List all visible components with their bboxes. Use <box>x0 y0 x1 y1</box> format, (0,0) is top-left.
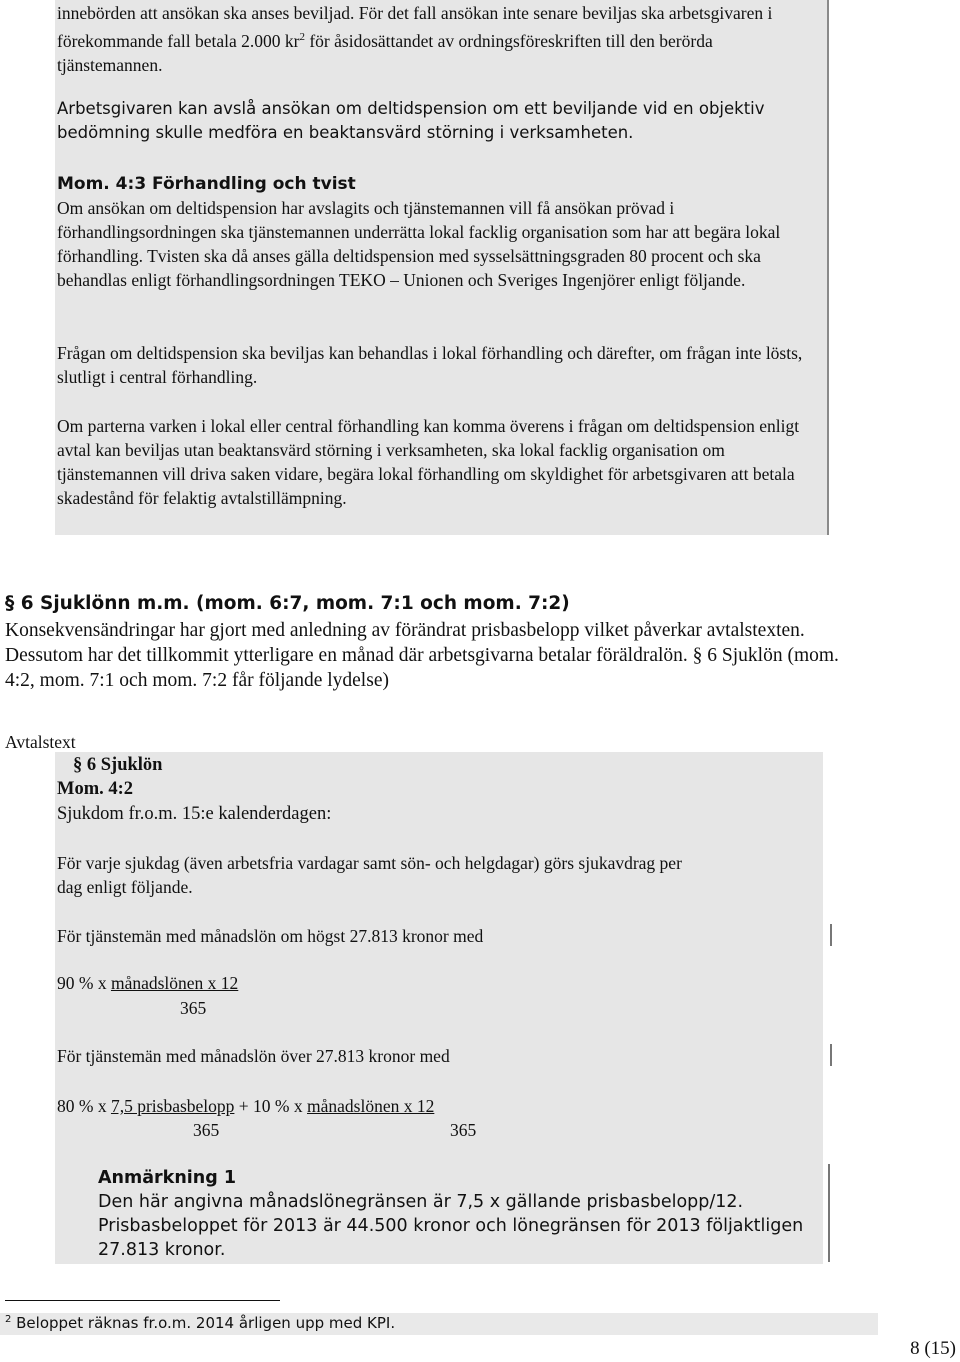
paragraph-reject <box>57 97 817 145</box>
paragraph-text: Om ansökan om deltidspension har avslagits och tjänstemannen vill få ansökan prövad i förhandlingsordningen ska tjänstemannen underrätta lokal facklig organisation som har att begära lokal förhandling. Tvisten ska då anses gälla deltidspension med sysselsättningsgraden 80 procent och ska behandlas enligt förhandlingsordningen TEKO – Unionen och Sveriges Ingenjörer enligt följande. <box>57 198 781 290</box>
paragraph-text: Frågan om deltidspension ska beviljas kan behandlas i lokal förhandling och därefter, om frågan inte lösts, slutligt i central förhandling. <box>57 343 803 387</box>
margin-bar <box>830 924 832 946</box>
paragraph-negotiation <box>57 341 817 389</box>
paragraph-text: Om parterna varken i lokal eller central förhandling kan komma överens i frågan om deltidspension enligt avtal kan beviljas utan beaktansvärd störning i verksamheten, ska lokal facklig organisation om tjänstemannen vill driva saken vidare, begära lokal förhandling om skyldighet för arbetsgivaren att betala skadestånd för felaktig avtalstillämpning. <box>57 416 800 508</box>
case-low-income: För tjänstemän med månadslön om högst 27.813 kronor med <box>57 926 484 946</box>
agreement-title: § 6 Sjuklön <box>73 755 163 775</box>
formula-2: 80 % x 7,5 prisbasbelopp + 10 % x månadslönen x 12 <box>57 1096 435 1116</box>
remark-line: Prisbasbeloppet för 2013 är 44.500 kronor och lönegränsen för 2013 följaktligen <box>98 1216 804 1236</box>
mom-4-3-section <box>57 172 817 292</box>
footnote-divider <box>5 1300 280 1301</box>
paragraph-text: för åsidosättandet av ordningsföreskriften till den berörda tjänstemannen. <box>57 30 713 75</box>
formula-numerator: månadslönen x 12 <box>307 1096 435 1116</box>
paragraph-approval <box>57 1 817 77</box>
margin-bar <box>828 1164 830 1262</box>
formula-denominator: 365 <box>180 998 207 1018</box>
footnote-text: Beloppet räknas fr.o.m. 2014 årligen upp med KPI. <box>11 1314 396 1332</box>
footnote-ref[interactable]: 2 <box>299 31 305 43</box>
remark-box <box>98 1166 803 1262</box>
paragraph-text: innebörden att ansökan ska anses beviljad. För det fall ansökan inte senare beviljas ska arbetsgivaren i förekommande fall betala 2.000 kr <box>57 3 773 51</box>
section-heading: § 6 Sjuklönn m.m. (mom. 6:7, mom. 7:1 och mom. 7:2) <box>5 593 570 614</box>
avtalstext-label: Avtalstext <box>5 732 76 752</box>
remark-title: Anmärkning 1 <box>98 1168 237 1188</box>
formula-denominator: 365 <box>193 1120 220 1140</box>
formula-denominator: 365 <box>450 1120 477 1140</box>
intro-line-1: För varje sjukdag (även arbetsfria vardagar samt sön- och helgdagar) görs sjukavdrag per <box>57 853 682 873</box>
footnote <box>5 1314 395 1332</box>
section-heading: Mom. 4:3 Förhandling och tvist <box>57 174 356 194</box>
section-paragraph: Konsekvensändringar har gjort med anledning av förändrat prisbasbelopp vilket påverkar avtalstexten. Dessutom har det tillkommit ytterligare en månad där arbetsgivarna betalar föräldralön. § 6 Sjuklön (mom. 4:2, mom. 7:1 och mom. 7:2 får följande lydelse) <box>5 620 839 691</box>
page-number: 8 (15) <box>910 1338 956 1359</box>
remark-line: Den här angivna månadslönegränsen är 7,5 x gällande prisbasbelopp/12. <box>98 1192 744 1212</box>
paragraph-text: Arbetsgivaren kan avslå ansökan om deltidspension om ett beviljande vid en objektiv bedömning skulle medföra en beaktansvärd störning i verksamheten. <box>57 99 765 142</box>
case-high-income: För tjänstemän med månadslön över 27.813 kronor med <box>57 1046 450 1066</box>
intro-line-2: dag enligt följande. <box>57 877 193 897</box>
formula-numerator: månadslönen x 12 <box>110 973 239 993</box>
subheading: Sjukdom fr.o.m. 15:e kalenderdagen: <box>57 804 332 824</box>
footnote-number: 2 <box>5 1314 12 1325</box>
paragraph-dispute <box>57 414 817 510</box>
formula-numerator: 7,5 prisbasbelopp <box>110 1096 235 1116</box>
margin-bar <box>830 1044 832 1066</box>
remark-line: 27.813 kronor. <box>98 1240 226 1260</box>
formula-1: 90 % x månadslönen x 12 <box>57 973 239 993</box>
mom-label: Mom. 4:2 <box>57 779 134 799</box>
